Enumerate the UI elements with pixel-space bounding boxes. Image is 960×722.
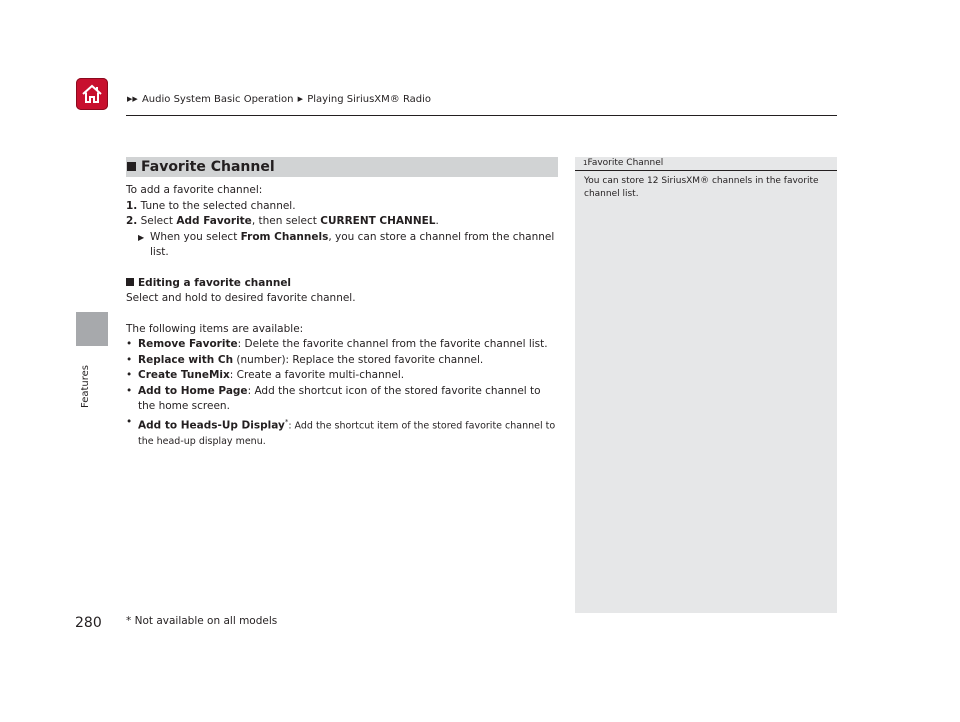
main-content <box>126 157 558 449</box>
square-icon <box>127 162 136 171</box>
step-text: , then select <box>251 215 321 227</box>
items-intro: The following items are available: <box>126 322 304 335</box>
footnote-marker: * <box>284 417 289 426</box>
square-icon <box>126 278 134 286</box>
list-item <box>126 353 558 369</box>
sidebar-title: Favorite Channel <box>587 158 664 168</box>
bullet-icon: • <box>126 353 133 366</box>
step-number: 1. <box>126 199 138 212</box>
arrow-icon: ▶ <box>138 232 145 242</box>
subsection-title: Editing a favorite channel <box>138 276 292 289</box>
reference-number: 1 <box>583 159 588 167</box>
list-item <box>126 337 558 353</box>
breadcrumb <box>126 94 431 105</box>
home-button[interactable] <box>76 78 108 110</box>
bullet-icon: • <box>126 369 133 381</box>
list-item <box>126 384 558 415</box>
step-number: 2. <box>126 215 138 227</box>
substep <box>138 230 558 261</box>
list-item <box>126 415 558 450</box>
arrow-icon: ▶▶ <box>127 95 138 103</box>
home-icon <box>80 82 104 106</box>
step-text: Select <box>140 215 177 227</box>
list-item <box>126 368 558 384</box>
intro-text: To add a favorite channel: <box>126 184 263 196</box>
subsection-heading <box>126 276 558 292</box>
bullet-icon: • <box>126 415 133 428</box>
substep-text: , you can store a channel from the channel list. <box>150 230 555 258</box>
item-text: : Add the shortcut icon of the stored favorite channel to the home screen. <box>138 384 541 412</box>
bullet-icon: • <box>126 338 133 350</box>
substep-text: When you select <box>150 230 241 243</box>
breadcrumb-link-audio[interactable]: Audio System Basic Operation <box>141 94 294 105</box>
item-text: (number): Replace the stored favorite channel. <box>233 353 484 366</box>
chapter-tab-label: Features <box>80 365 91 408</box>
item-name: Replace with Ch <box>138 353 234 366</box>
item-text: : Delete the favorite channel from the favorite channel list. <box>237 338 548 350</box>
sidebar-rule <box>575 170 837 171</box>
step-text: Tune to the selected channel. <box>140 199 296 212</box>
footnote: * Not available on all models <box>126 615 278 627</box>
item-text: : Add the shortcut item of the stored favorite channel to the head-up display menu. <box>138 420 556 447</box>
sidebar-heading <box>583 158 663 168</box>
subsection-text: Select and hold to desired favorite channel. <box>126 292 356 304</box>
item-name: Remove Favorite <box>138 338 238 350</box>
arrow-icon: ▶ <box>297 95 304 103</box>
header-rule <box>126 115 837 116</box>
menu-option-add-favorite: Add Favorite <box>176 215 252 227</box>
step-1 <box>126 199 558 215</box>
section-title: Favorite Channel <box>141 159 275 175</box>
chapter-tab[interactable] <box>76 312 108 346</box>
menu-option-from-channels: From Channels <box>240 230 329 243</box>
item-name: Add to Home Page <box>138 384 248 397</box>
menu-option-current-channel: CURRENT CHANNEL <box>320 215 436 227</box>
sidebar-text: You can store 12 SiriusXM® channels in the favorite channel list. <box>584 176 819 199</box>
section-heading <box>126 157 558 177</box>
step-text: . <box>435 215 439 227</box>
item-text: : Create a favorite multi-channel. <box>229 369 405 381</box>
item-name: Create TuneMix <box>138 369 230 381</box>
breadcrumb-link-siriusxm[interactable]: Playing SiriusXM® Radio <box>307 94 432 105</box>
page-number: 280 <box>75 615 102 631</box>
sidebar-panel <box>575 157 837 613</box>
step-2 <box>126 214 558 230</box>
bullet-icon: • <box>126 384 133 397</box>
item-name: Add to Heads-Up Display <box>138 419 285 431</box>
